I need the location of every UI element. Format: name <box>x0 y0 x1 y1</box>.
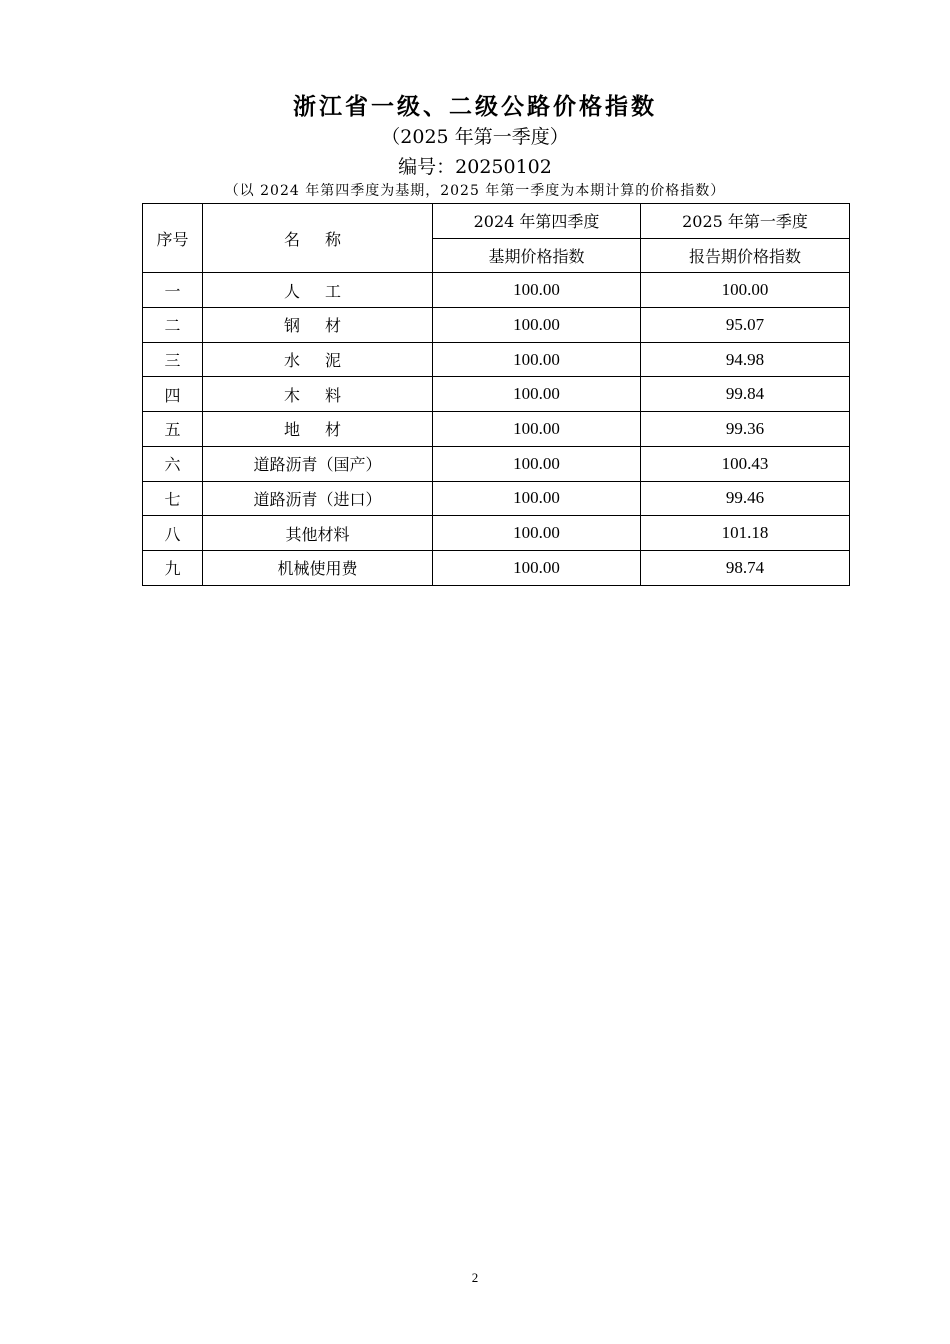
header-row-periods <box>143 204 850 239</box>
document-code <box>0 152 950 179</box>
header-report-period: 2025 年第一季度 <box>641 204 850 239</box>
row-report-index: 101.18 <box>641 516 850 551</box>
row-name: 道路沥青（国产） <box>203 446 433 481</box>
row-report-index: 95.07 <box>641 308 850 343</box>
price-index-table <box>142 203 850 586</box>
row-base-index: 100.00 <box>433 412 641 447</box>
row-name: 其他材料 <box>203 516 433 551</box>
row-base-index: 100.00 <box>433 377 641 412</box>
row-report-index: 98.74 <box>641 550 850 585</box>
row-base-index: 100.00 <box>433 550 641 585</box>
table-row <box>143 446 850 481</box>
table-row <box>143 412 850 447</box>
row-report-index: 99.36 <box>641 412 850 447</box>
header-base-index: 基期价格指数 <box>433 238 641 273</box>
row-name: 道路沥青（进口） <box>203 481 433 516</box>
calculation-note: （以 2024 年第四季度为基期，2025 年第一季度为本期计算的价格指数） <box>224 183 726 199</box>
row-name: 水 泥 <box>203 342 433 377</box>
table-row <box>143 550 850 585</box>
row-seq: 五 <box>143 412 203 447</box>
table-row <box>143 516 850 551</box>
table-row <box>143 273 850 308</box>
code-value: 20250102 <box>455 156 552 178</box>
row-report-index: 100.43 <box>641 446 850 481</box>
document-subtitle: （2025 年第一季度） <box>381 126 569 148</box>
row-seq: 一 <box>143 273 203 308</box>
row-name: 钢 材 <box>203 308 433 343</box>
row-seq: 四 <box>143 377 203 412</box>
table-row <box>143 308 850 343</box>
row-base-index: 100.00 <box>433 273 641 308</box>
row-report-index: 100.00 <box>641 273 850 308</box>
table-row <box>143 342 850 377</box>
header-name: 名 称 <box>203 204 433 273</box>
header-seq: 序号 <box>143 204 203 273</box>
table-row <box>143 377 850 412</box>
row-seq: 七 <box>143 481 203 516</box>
row-name: 地 材 <box>203 412 433 447</box>
row-report-index: 99.84 <box>641 377 850 412</box>
row-base-index: 100.00 <box>433 446 641 481</box>
row-seq: 八 <box>143 516 203 551</box>
row-report-index: 94.98 <box>641 342 850 377</box>
row-base-index: 100.00 <box>433 342 641 377</box>
header-report-index: 报告期价格指数 <box>641 238 850 273</box>
code-label: 编号： <box>398 156 456 178</box>
row-name: 机械使用费 <box>203 550 433 585</box>
row-name: 人 工 <box>203 273 433 308</box>
row-report-index: 99.46 <box>641 481 850 516</box>
row-seq: 九 <box>143 550 203 585</box>
table-row <box>143 481 850 516</box>
row-seq: 二 <box>143 308 203 343</box>
row-seq: 三 <box>143 342 203 377</box>
header-base-period: 2024 年第四季度 <box>433 204 641 239</box>
row-seq: 六 <box>143 446 203 481</box>
document-title: 浙江省一级、二级公路价格指数 <box>293 94 657 120</box>
row-base-index: 100.00 <box>433 481 641 516</box>
row-base-index: 100.00 <box>433 516 641 551</box>
page-number: 2 <box>471 1270 479 1285</box>
row-base-index: 100.00 <box>433 308 641 343</box>
row-name: 木 料 <box>203 377 433 412</box>
